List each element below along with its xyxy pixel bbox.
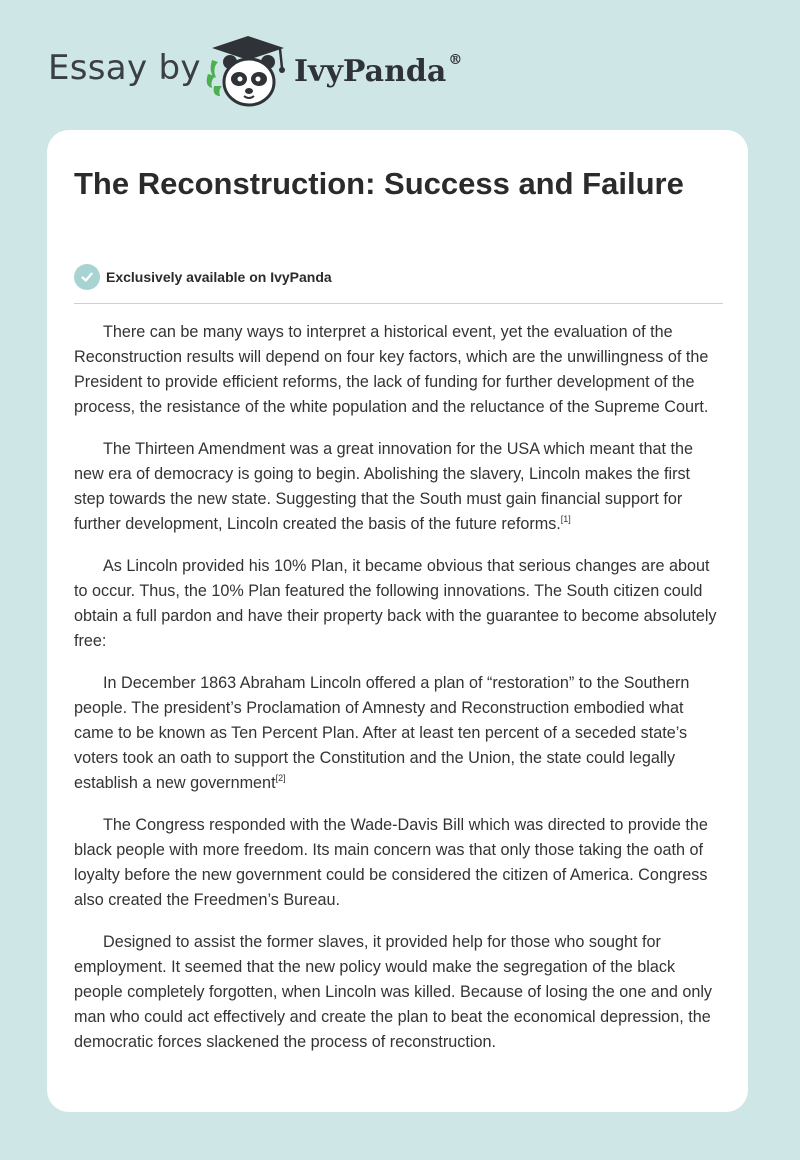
registered-mark: ®	[448, 52, 463, 68]
paragraph: The Congress responded with the Wade-Davis Bill which was directed to provide the black people with more freedom. Its main concern was that only those taking the oath of loyalty before the new government could be considered the citizen of America. Congress also created the Freedmen’s Bureau.	[74, 816, 708, 909]
paragraph: Designed to assist the former slaves, it provided help for those who sought for employment. It seemed that the new policy would make the segregation of the black people completely forgotten, when Lincoln was killed. Because of losing the one and only man who could act effectively and create the plan to beat the economical depression, the democratic forces slackened the process of reconstruction.	[74, 933, 713, 1051]
brand-name: IvyPanda ®	[294, 52, 463, 89]
brand-header[interactable]	[48, 34, 568, 114]
essay-card	[47, 130, 748, 1112]
paragraph: There can be many ways to interpret a historical event, yet the evaluation of the Reconstruction results will depend on four key factors, which are the unwillingness of the President to provide efficient reforms, the lack of funding for further development of the process, the resistance of the white population and the reluctance of the Supreme Court.	[74, 323, 709, 416]
check-circle-icon	[74, 264, 100, 290]
badge-label: Exclusively available on IvyPanda	[106, 269, 332, 285]
panda-logo-icon	[202, 34, 292, 110]
essay-title: The Reconstruction: Success and Failure	[74, 166, 684, 201]
essay-by-label: Essay by	[48, 48, 201, 88]
footnote-ref[interactable]: [2]	[275, 772, 286, 783]
exclusive-badge	[74, 264, 332, 290]
paragraph: The Thirteen Amendment was a great innovation for the USA which meant that the new era of democracy is going to begin. Abolishing the slavery, Lincoln makes the first step towards the new state. Suggesting that the South must gain financial support for further development, Lincoln created the basis of the future reforms.[1]	[74, 440, 693, 533]
paragraph: As Lincoln provided his 10% Plan, it became obvious that serious changes are about to occur. Thus, the 10% Plan featured the following innovations. The South citizen could obtain a full pardon and have their property back with the guarantee to become absolutely free:	[74, 557, 717, 650]
paragraph: In December 1863 Abraham Lincoln offered a plan of “restoration” to the Southern people. The president’s Proclamation of Amnesty and Reconstruction embodied what came to be known as Ten Percent Plan. After at least ten percent of a seceded state’s voters took an oath to support the Constitution and the Union, the state could legally establish a new government[2]	[74, 674, 690, 792]
divider	[74, 303, 723, 304]
footnote-ref[interactable]: [1]	[560, 513, 571, 524]
essay-body	[74, 320, 723, 1072]
